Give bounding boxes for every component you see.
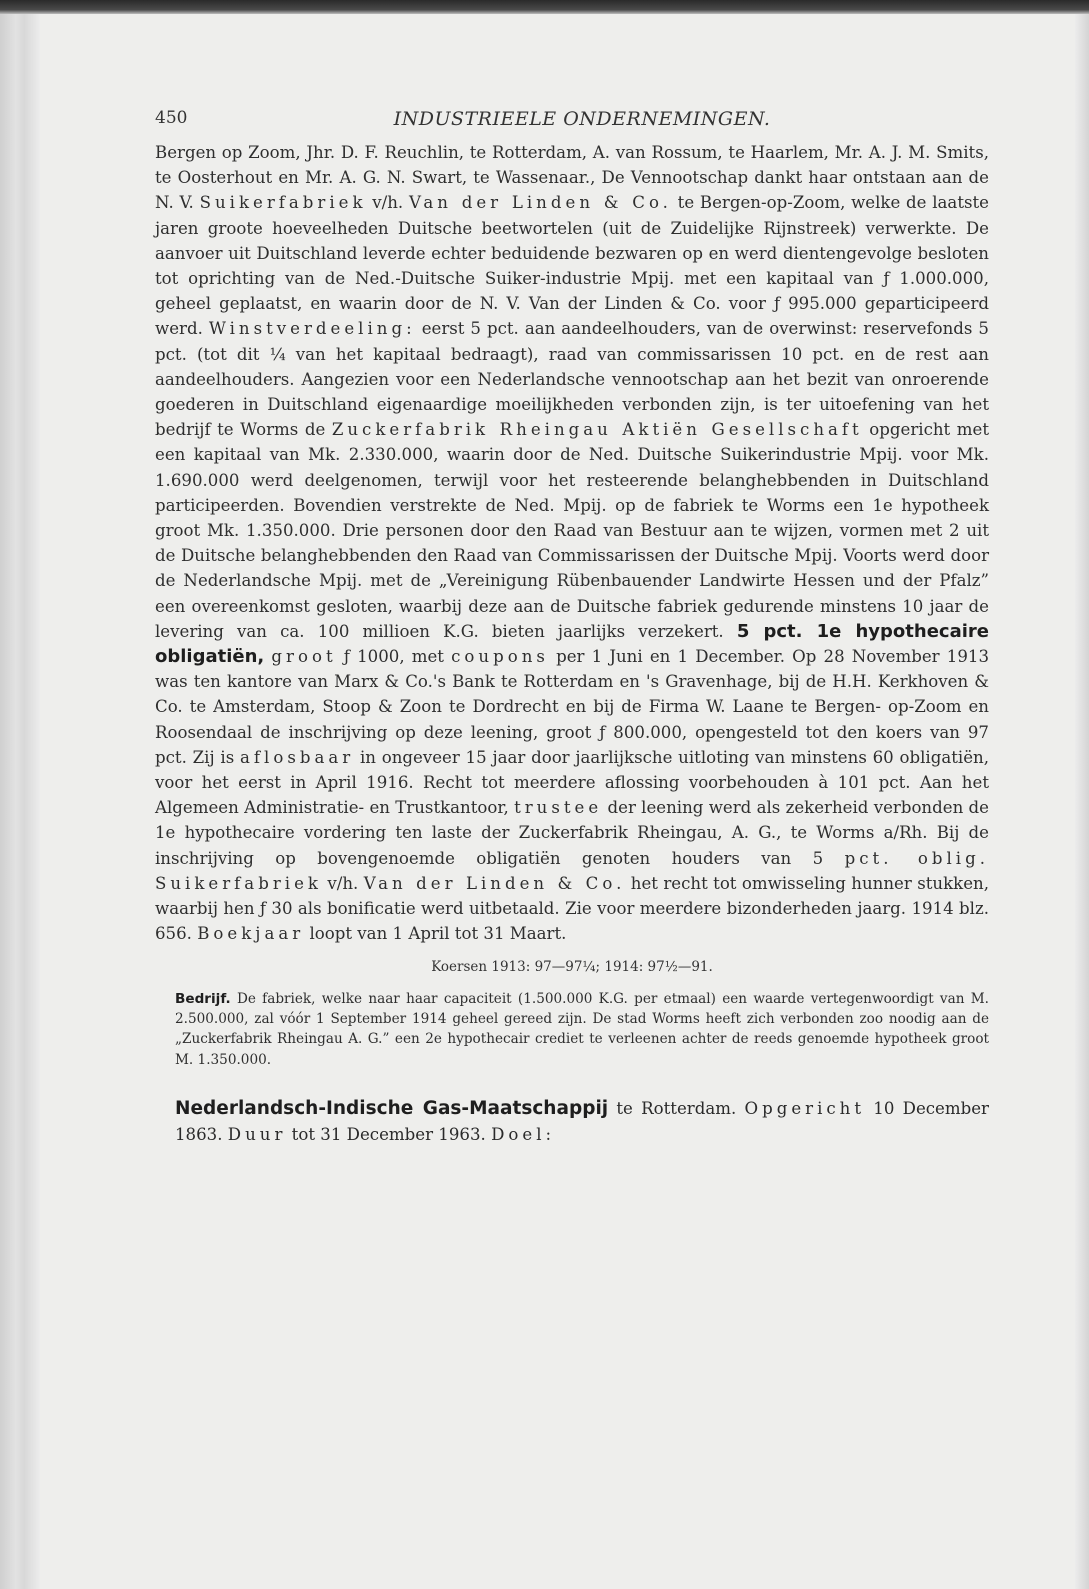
spaced-text: Van der Linden & Co. [408,193,672,213]
spaced-text: pct. oblig. Suikerfabriek [155,848,989,893]
bedrijf-label: Bedrijf. [175,990,231,1007]
bond-heading: 5 pct. 1e hypothecaire obligatiën, [155,620,989,668]
text-run: 10 December 1863. [175,1099,989,1145]
body-paragraph [155,140,989,947]
spaced-text: aflosbaar [239,747,355,767]
text-run: v/h. [321,873,364,893]
text-run: het recht tot omwisseling hunner stukken, waarbij hen ƒ 30 als bonificatie werd uitbetaald. Zie voor meerdere bizonderheden jaarg. 1914 blz. 656. [155,873,989,944]
spaced-text: Opgericht [744,1099,866,1119]
bedrijf-paragraph [155,989,989,1071]
running-title: INDUSTRIEELE ONDERNEMINGEN. [393,108,771,130]
spaced-text: groot [271,647,337,667]
text-run: opgericht met een kapitaal van Mk. 2.330.000, waarin door de Ned. Duitsche Suikerindustrie Mpij. voor Mk. 1.690.000 werd deelgenomen, terwijl voor het resteerende belanghebbenden in Duitschland participeerden. Bovendien verstrekte de Ned. Mpij. op de fabriek te Worms een 1e hypotheek groot Mk. 1.350.000. Drie personen door den Raad van Bestuur aan te wijzen, vormen met 2 uit de Duitsche belanghebbenden den Raad van Commissarissen der Duitsche Mpij. Voorts werd door de Nederlandsche Mpij. met de „Vereinigung Rübenbauender Landwirte Hessen und der Pfalz” een overeenkomst gesloten, waarbij deze aan de Duitsche fabriek gedurende minstens 10 jaar de levering van ca. 100 millioen K.G. bieten jaarlijks verzekert. [155,420,989,641]
spaced-text: Duur [227,1125,287,1145]
text-run: te Rotterdam. [608,1099,745,1119]
scan-top-edge [0,0,1089,14]
spaced-text: coupons [451,647,549,667]
koersen-line: Koersen 1913: 97—97¼; 1914: 97½—91. [431,958,713,975]
spaced-text: Van der Linden & Co. [363,873,626,893]
text-run: ƒ 1000, met [336,647,452,667]
text-run: eerst 5 pct. aan aandeelhouders, van de overwinst: reservefonds 5 pct. (tot dit ¼ van het kapitaal bedraagt), raad van commissarissen 10 pct. en de rest aan aandeelhouders. Aangezien voor een Nederlandsche vennootschap aan het bezit van onroerende goederen in Duitschland eigenaardige moeilijkheden verbonden zijn, is ter uitoefening van het bedrijf te Worms de [155,319,989,440]
text-run: Bergen op Zoom, Jhr. D. F. Reuchlin, te Rotterdam, A. van Rossum, te Haarlem, Mr. A. J. M. Smits, te Oosterhout en Mr. A. G. N. Swart, te Wassenaar., De Vennootschap dankt haar ontstaan aan de N. V. [155,143,989,213]
spaced-company-name: Zuckerfabrik Rheingau Aktiën Gesellschaft [331,420,863,440]
text-run: loopt van 1 April tot 31 Maart. [304,924,567,944]
spaced-text: trustee [514,798,603,818]
book-page [155,100,989,1165]
spaced-heading-boekjaar: Boekjaar [197,924,305,944]
text-run: per 1 Juni en 1 December. Op 28 November 1913 was ten kantore van Marx & Co.'s Bank te Rotterdam en 's Gravenhage, bij de H.H. Kerkhoven & Co. te Amsterdam, Stoop & Zoon te Dordrecht en bij de Firma W. Laane te Bergen- op-Zoom en Roosendaal de inschrijving op deze leening, groot ƒ 800.000, opengesteld tot den koers van 97 pct. Zij is [155,647,989,767]
bedrijf-text: De fabriek, welke naar haar capaciteit (1.500.000 K.G. per etmaal) een waarde vertegenwoordigt van M. 2.500.000, zal vóór 1 September 1914 geheel gereed zijn. De stad Worms heeft zich verbonden zoo noodig aan de „Zuckerfabrik Rheingau A. G.” een 2e hypothecair crediet te verleenen achter de reeds genoemde hypotheek groot M. 1.350.000. [175,990,989,1068]
scan-right-edge [1075,14,1089,1589]
spaced-text: Doel: [491,1125,556,1145]
text-run: der leening werd als zekerheid verbonden de 1e hypothecaire vordering ten laste der Zuckerfabrik Rheingau, A. G., te Worms a/Rh. Bij de inschrijving op bovengenoemde obligatiën genoten houders van 5 [155,798,989,868]
text-run: in ongeveer 15 jaar door jaarlijksche uitloting van minstens 60 obligatiën, voor het eerst in April 1916. Recht tot meerdere aflossing voorbehouden à 101 pct. Aan het Algemeen Administratie- en Trustkantoor, [155,747,989,818]
page-number: 450 [155,108,188,128]
text-run: te Bergen-op-Zoom, welke de laatste jaren groote hoeveelheden Duitsche beetwortelen (uit de Zuidelijke Rijnstreek) verwerkte. De aanvoer uit Duitschland leverde echter beduidende bezwaren op en werd dientengevolge besloten tot oprichting van de Ned.-Duitsche Suiker-industrie Mpij. met een kapitaal van ƒ 1.000.000, geheel geplaatst, en waarin door de N. V. Van der Linden & Co. voor ƒ 995.000 geparticipeerd werd. [155,193,989,339]
book-gutter [0,14,40,1589]
text-run: tot 31 December 1963. [286,1125,492,1145]
company-name: Nederlandsch-Indische Gas-Maatschappij [175,1098,609,1120]
spaced-heading-winstverdeeling: Winstverdeeling: [208,319,416,339]
page-header [155,100,989,140]
text-run: v/h. [366,193,409,213]
spaced-text: Suikerfabriek [199,193,367,213]
company-entry [155,1096,989,1148]
